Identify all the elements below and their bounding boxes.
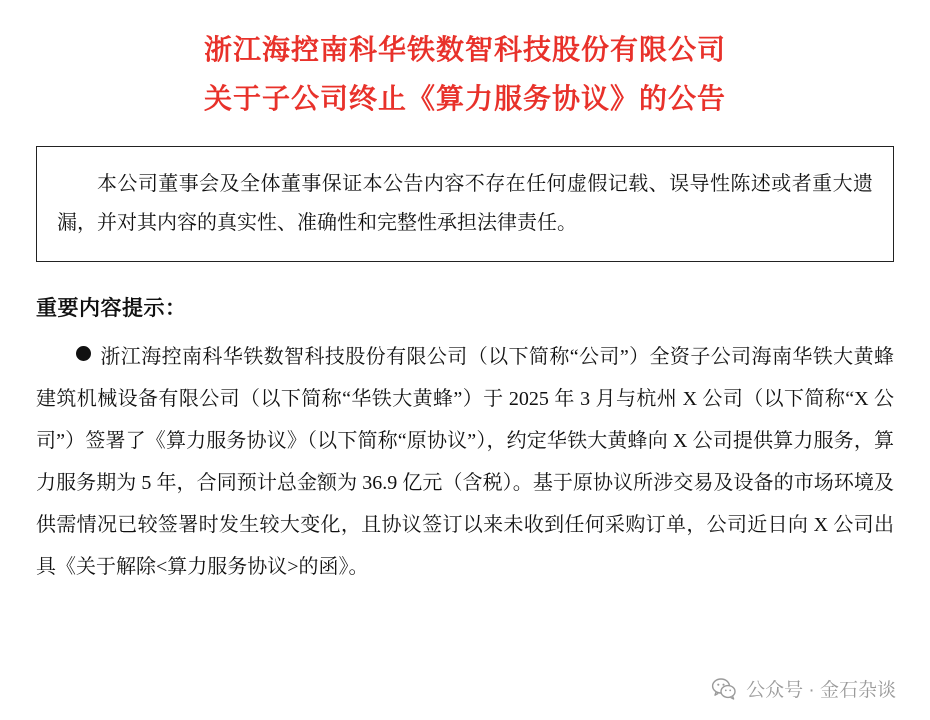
watermark-text: 公众号 · 金石杂谈 bbox=[746, 680, 896, 701]
wechat-icon bbox=[711, 676, 737, 702]
disclaimer-box bbox=[36, 146, 894, 262]
watermark bbox=[711, 675, 896, 702]
title-line-1: 浙江海控南科华铁数智科技股份有限公司 bbox=[203, 35, 726, 66]
disclaimer-text: 本公司董事会及全体董事保证本公告内容不存在任何虚假记载、误导性陈述或者重大遗漏，并对其内容的真实性、准确性和完整性承担法律责任。 bbox=[57, 173, 873, 234]
document-title bbox=[36, 0, 894, 124]
bullet-point-icon bbox=[76, 346, 91, 361]
section-heading-important-notes: 重要内容提示： bbox=[36, 296, 187, 320]
bullet-paragraph-text: 浙江海控南科华铁数智科技股份有限公司（以下简称“公司”）全资子公司海南华铁大黄蜂建筑机械设备有限公司（以下简称“华铁大黄蜂”）于 2025 年 3 月与杭州 X 公司（以下简称“X 公司”）签署了《算力服务协议》（以下简称“原协议”），约定华铁大黄蜂向 X 公司提供算力服务，算力服务期为 5 年，合同预计总金额为 36.9 亿元（含税）。基于原协议所涉交易及设备的市场环境及供需情况已较签署时发生较大变化，且协议签订以来未收到任何采购订单，公司近日向 X 公司出具《关于解除<算力服务协议>的函》。 bbox=[36, 346, 894, 578]
title-line-2: 关于子公司终止《算力服务协议》的公告 bbox=[203, 84, 726, 115]
bullet-paragraph bbox=[36, 336, 894, 588]
